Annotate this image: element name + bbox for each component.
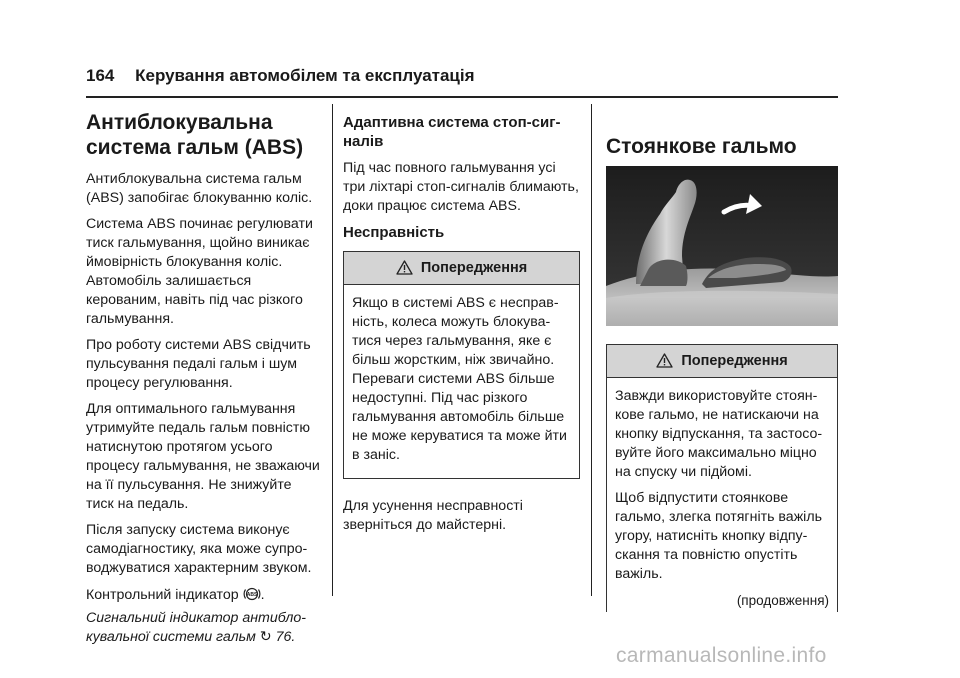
parking-warning-header — [607, 345, 837, 378]
reference-page: 76 — [275, 629, 292, 645]
parking-brake-illustration — [606, 166, 838, 326]
header-rule — [86, 96, 838, 98]
column-divider-1 — [332, 104, 333, 596]
warning-triangle-icon — [396, 260, 413, 275]
abs-paragraph-1: Антиблокувальна система гальм (ABS) запобігає блокуванню коліс. — [86, 171, 313, 206]
abs-paragraph-3: Про роботу системи ABS свідчить пульсування педалі гальм і шум процесу регулювання. — [86, 337, 311, 391]
warning-triangle-icon — [656, 353, 673, 368]
continued-note: (продовження) — [736, 593, 829, 608]
brake-light-heading: Адаптивна система стоп-сигналів — [343, 114, 561, 150]
reference-text: Сигнальний індикатор антиблокувальної системи гальм — [86, 610, 307, 645]
warning-title: Попередження — [420, 260, 528, 276]
page-number: 164 — [86, 66, 115, 85]
fault-after-text: Для усунення несправності зверніться до майстерні. — [343, 498, 523, 533]
parking-brake-heading: Стоянкове гальмо — [606, 135, 797, 158]
indicator-line: Контрольний індикатор ABS . — [86, 585, 322, 609]
brake-light-paragraph: Під час повного гальмування усі три ліхтарі стоп-сигналів блимають, доки працює система ABS. — [343, 160, 579, 214]
abs-paragraph-2: Система ABS починає регулювати тиск гальмування, щойно виникає ймовірність блокування коліс. Автомобіль залишається керованим, навіть під час різкого гальмування. — [86, 216, 313, 327]
parking-warning-text-1: Завжди використовуйте стоянкове гальмо, не натискаючи на кнопку відпускання, та застосовуйте його максимально міцно на спуску чи підйомі. — [615, 388, 823, 480]
fault-warning-box — [343, 251, 580, 479]
parking-warning-text-2: Щоб відпустити стоянкове гальмо, злегка потягніть важіль угору, натисніть кнопку відпускання та повністю опустіть важіль. — [615, 490, 823, 582]
warning-text: Якщо в системі ABS є несправність, колеса можуть блокуватися через гальмування, яке є більш жорстким, ніж звичайно. Переваги системи ABS більше недоступні. Під час різкого гальмування автомобіль більше не може керуватися та може йти в заніс. — [352, 295, 567, 463]
chapter-title: Керування автомобілем та експлуатація — [135, 66, 475, 85]
cross-reference[interactable]: Сигнальний індикатор антиблокувальної системи гальм ↻ 76. — [86, 610, 307, 645]
parking-warning-box — [606, 344, 838, 612]
abs-paragraph-5: Після запуску система виконує самодіагностику, яка може супроводжуватися характерним звуком. — [86, 522, 312, 576]
abs-warning-icon — [243, 585, 261, 609]
column-divider-2 — [591, 104, 592, 596]
parking-brake-section — [606, 134, 838, 169]
abs-paragraph-4: Для оптимального гальмування утримуйте педаль гальм повністю натиснутою протягом усього процесу гальмування, не зважаючи на її пульсування. Не знижуйте тиск на педаль. — [86, 401, 320, 512]
fault-heading: Несправність — [343, 224, 445, 241]
abs-heading: Антиблокувальна система гальм (ABS) — [86, 111, 304, 159]
watermark: carmanualsonline.info — [616, 644, 827, 667]
indicator-text: Контрольний індикатор — [86, 587, 239, 603]
svg-text:ABS: ABS — [246, 592, 257, 598]
warning-header — [344, 252, 579, 285]
brake-light-section — [343, 113, 580, 542]
page-header — [86, 66, 475, 86]
page-ref-icon: ↻ — [259, 629, 272, 645]
parking-warning-wrap — [606, 344, 838, 612]
abs-section — [86, 110, 322, 654]
parking-warning-title: Попередження — [681, 353, 788, 369]
